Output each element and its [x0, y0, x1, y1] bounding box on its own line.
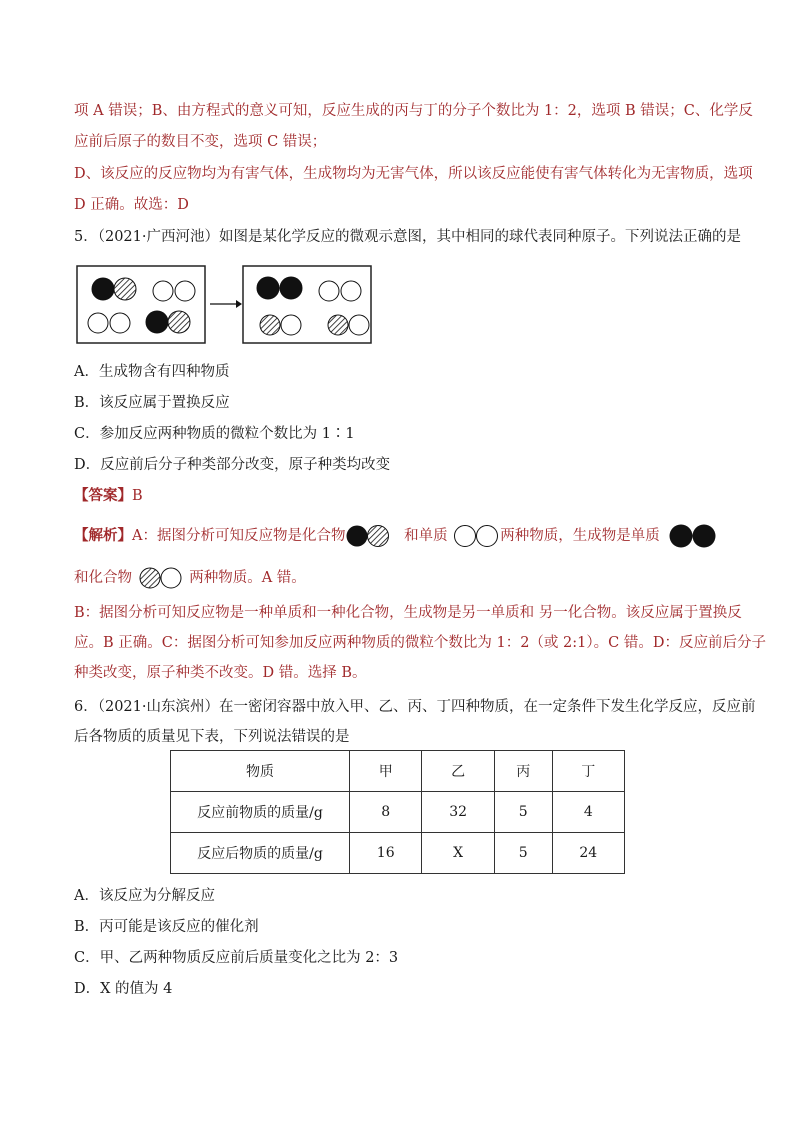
- q5-option-d: D．反应前后分子种类部分改变，原子种类均改变: [74, 457, 391, 473]
- q6-option-b: B．丙可能是该反应的催化剂: [74, 919, 259, 935]
- atom-white: [175, 281, 195, 301]
- atom-black: [257, 277, 279, 299]
- prev-analysis-line-4: D 正确。故选：D: [74, 197, 189, 213]
- table-cell: 8: [350, 792, 422, 833]
- q5-answer: [74, 486, 143, 506]
- table-cell: 16: [350, 833, 422, 874]
- atom-hatched: [328, 315, 348, 335]
- analysis-part-4: 和化合物: [74, 570, 132, 586]
- table-cell: 4: [552, 792, 624, 833]
- analysis-part-2: 和单质: [404, 528, 448, 544]
- analysis-part-5: 两种物质。A 错。: [189, 570, 306, 586]
- q5-analysis-line-4: 应。B 正确。C：据图分析可知参加反应两种物质的微粒个数比为 1：2（或 2:1）。C 错。D：反应前后分子: [74, 635, 766, 651]
- atom-white: [349, 315, 369, 335]
- table-cell: 反应后物质的质量/g: [171, 833, 350, 874]
- table-row: [171, 833, 625, 874]
- reaction-micro-diagram: [76, 264, 376, 346]
- table-cell: 5: [494, 833, 552, 874]
- table-header-cell: 丁: [552, 751, 624, 792]
- table-cell: 24: [552, 833, 624, 874]
- atom-white: [281, 315, 301, 335]
- q5-option-c: C．参加反应两种物质的微粒个数比为 1∶1: [74, 426, 355, 442]
- q6-stem-line-1: 6．（2021·山东滨州）在一密闭容器中放入甲、乙、丙、丁四种物质，在一定条件下发生化学反应，反应前: [74, 699, 756, 715]
- product-element-molecule-icon: [668, 522, 718, 550]
- arrow-head-icon: [236, 300, 242, 308]
- prev-analysis-line-3: D、该反应的反应物均为有害气体，生成物均为无害气体，所以该反应能使有害气体转化为无害物质，选项: [74, 166, 753, 182]
- q5-option-a: A．生成物含有四种物质: [74, 364, 230, 380]
- table-header-cell: 物质: [171, 751, 350, 792]
- atom-white: [88, 313, 108, 333]
- atom-hatched: [260, 315, 280, 335]
- element-molecule-icon: [452, 523, 500, 549]
- analysis-part-1: A：据图分析可知反应物是化合物: [132, 528, 346, 544]
- table-header-row: [171, 751, 625, 792]
- q6-option-d: D．X 的值为 4: [74, 981, 173, 997]
- mass-table: [170, 750, 625, 874]
- prev-analysis-line-2: 应前后原子的数目不变，选项 C 错误；: [74, 134, 327, 150]
- atom-hatched: [168, 311, 190, 333]
- table-header-cell: 乙: [422, 751, 494, 792]
- q6-option-c: C．甲、乙两种物质反应前后质量变化之比为 2：3: [74, 950, 399, 966]
- analysis-label: 【解析】: [74, 527, 132, 544]
- atom-black: [146, 311, 168, 333]
- prev-analysis-line-1: 项 A 错误；B、由方程式的意义可知，反应生成的丙与丁的分子个数比为 1：2，选项 B 错误；C、化学反: [74, 103, 753, 119]
- table-row: [171, 792, 625, 833]
- table-cell: X: [422, 833, 494, 874]
- atom-white: [110, 313, 130, 333]
- atom-white: [319, 281, 339, 301]
- table-cell: 32: [422, 792, 494, 833]
- q5-analysis-line-5: 种类改变，原子种类不改变。D 错。选择 B。: [74, 665, 367, 681]
- atom-hatched: [114, 278, 136, 300]
- table-cell: 反应前物质的质量/g: [171, 792, 350, 833]
- atom-black: [280, 277, 302, 299]
- q5-analysis-line-3: B：据图分析可知反应物是一种单质和一种化合物，生成物是另一单质和 另一化合物。该反应属于置换反: [74, 605, 742, 621]
- answer-value: B: [132, 488, 143, 504]
- q6-stem-line-2: 后各物质的质量见下表，下列说法错误的是: [74, 729, 350, 745]
- compound-molecule-icon: [345, 523, 391, 549]
- q6-option-a: A．该反应为分解反应: [74, 888, 215, 904]
- atom-white: [341, 281, 361, 301]
- q5-option-b: B．该反应属于置换反应: [74, 395, 230, 411]
- q5-analysis-line-2: [74, 565, 306, 591]
- q5-analysis-line-1: [74, 522, 718, 550]
- table-header-cell: 甲: [350, 751, 422, 792]
- analysis-part-3: 两种物质，生成物是单质: [500, 528, 660, 544]
- atom-white: [153, 281, 173, 301]
- table-header-cell: 丙: [494, 751, 552, 792]
- product-compound-molecule-icon: [137, 565, 185, 591]
- answer-label: 【答案】: [74, 487, 132, 504]
- q5-stem: 5．（2021·广西河池）如图是某化学反应的微观示意图，其中相同的球代表同种原子。下列说法正确的是: [74, 229, 741, 245]
- table-cell: 5: [494, 792, 552, 833]
- atom-black: [92, 278, 114, 300]
- reaction-diagram: [76, 264, 376, 350]
